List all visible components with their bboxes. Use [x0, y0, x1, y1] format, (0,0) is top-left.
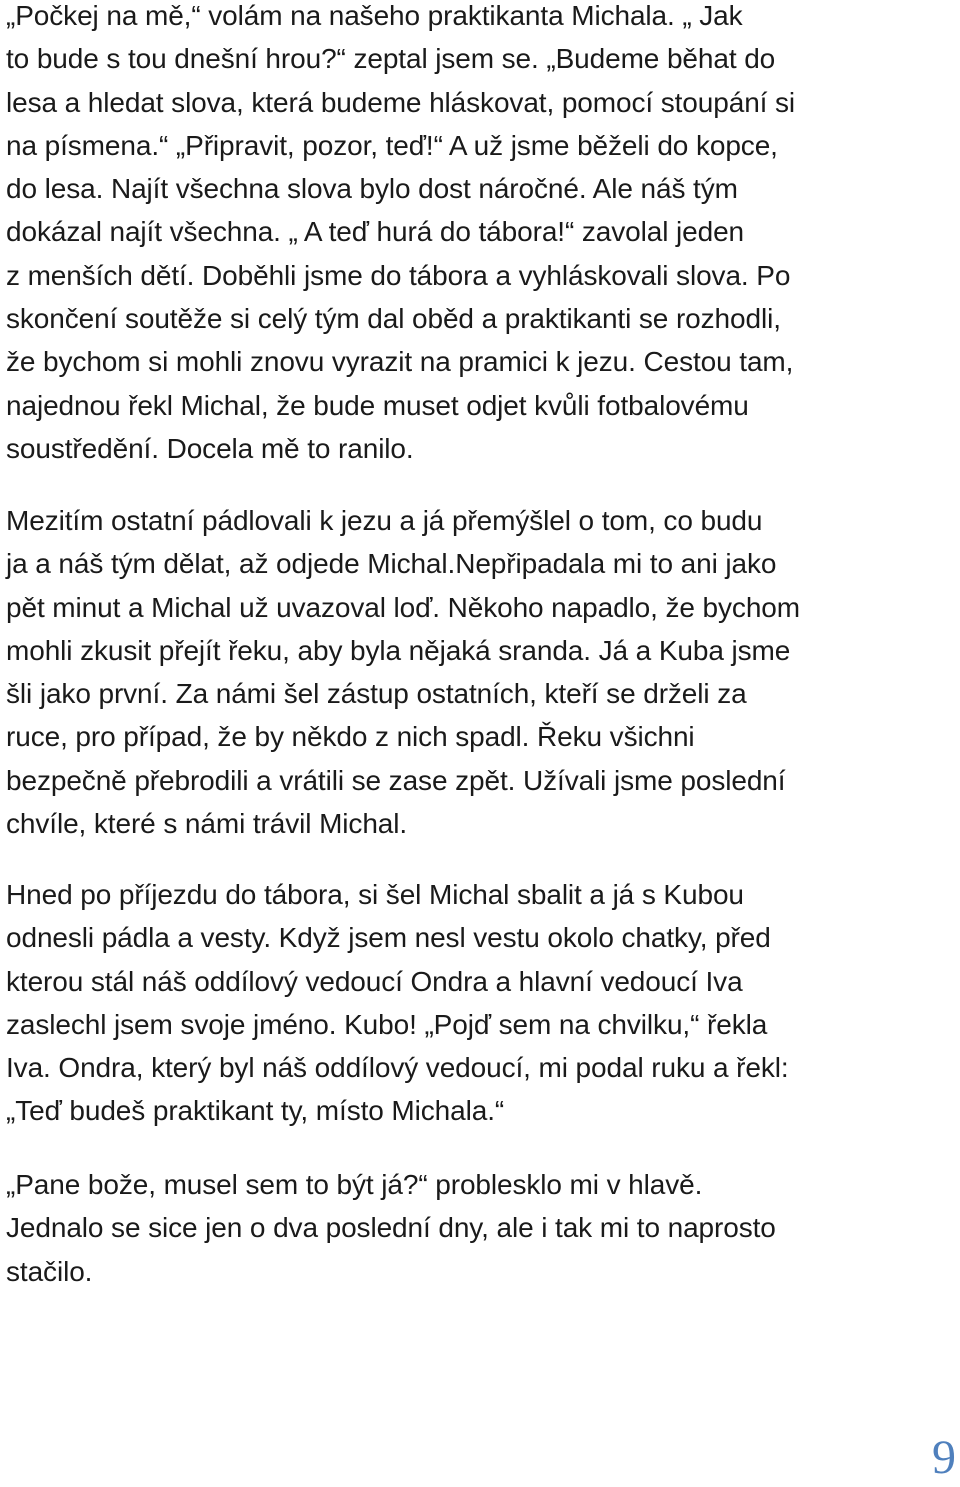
- paragraph-1: „Počkej na mě,“ volám na našeho praktikanta Michala. „ Jak to bude s tou dnešní hrou?“ zeptal jsem se. „Budeme běhat do lesa a hledat slova, která budeme hláskovat, pomocí stoupání si na písmena.“ „Připravit, pozor, teď!“ A už jsme běželi do kopce, do lesa. Najít všechna slova bylo dost náročné. Ale náš tým dokázal najít všechna. „ A teď hurá do tábora!“ zavolal jeden z menších dětí. Doběhli jsme do tábora a vyhláskovali slova. Po skončení soutěže si celý tým dal oběd a praktikanti se rozhodli, že bychom si mohli znovu vyrazit na pramici k jezu. Cestou tam, najednou řekl Michal, že bude muset odjet kvůli fotbalovému soustředění. Docela mě to ranilo.: [6, 0, 796, 464]
- paragraph-3: Hned po příjezdu do tábora, si šel Michal sbalit a já s Kubou odnesli pádla a vesty. Když jsem nesl vestu okolo chatky, před kterou stál náš oddílový vedoucí Ondra a hlavní vedoucí Iva zaslechl jsem svoje jméno. Kubo! „Pojď sem na chvilku,“ řekla Iva. Ondra, který byl náš oddílový vedoucí, mi podal ruku a řekl: „Teď budeš praktikant ty, místo Michala.“: [6, 879, 789, 1127]
- paragraph-2: Mezitím ostatní pádlovali k jezu a já přemýšlel o tom, co budu ja a náš tým dělat, až odjede Michal.Nepřipadala mi to ani jako pět minut a Michal už uvazoval loď. Někoho napadlo, že bychom mohli zkusit přejít řeku, aby byla nějaká sranda. Já a Kuba jsme šli jako první. Za námi šel zástup ostatních, kteří se drželi za ruce, pro případ, že by někdo z nich spadl. Řeku všichni bezpečně přebrodili a vrátili se zase zpět. Užívali jsme poslední chvíle, které s námi trávil Michal.: [6, 505, 800, 840]
- paragraph-4: „Pane bože, musel sem to být já?“ problesklo mi v hlavě. Jednalo se sice jen o dva poslední dny, ale i tak mi to naprosto stačilo.: [6, 1169, 776, 1287]
- page-number: 9: [932, 1431, 956, 1484]
